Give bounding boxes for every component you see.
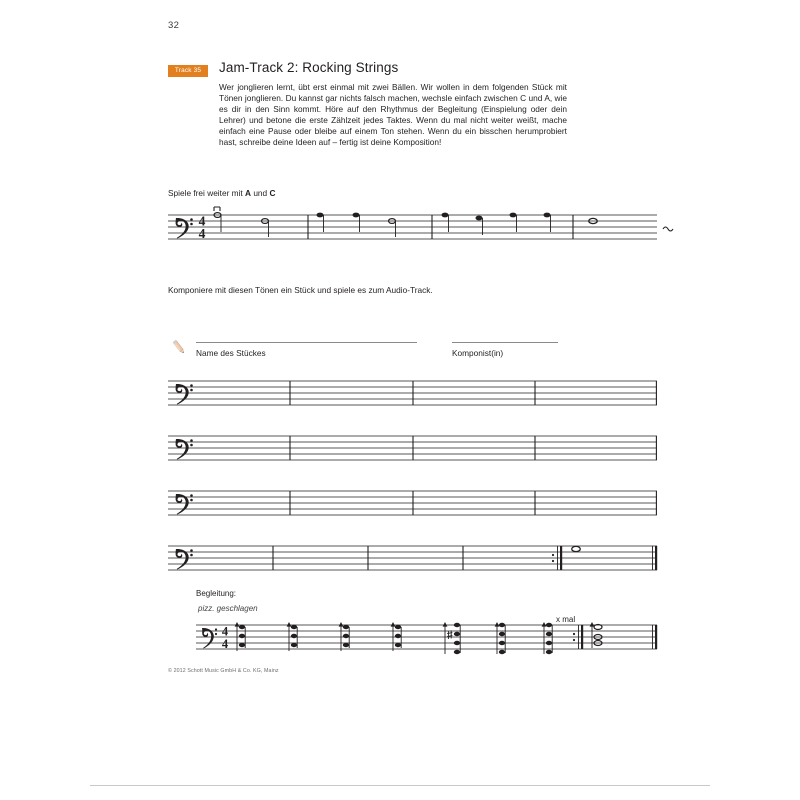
blank-staff-2 <box>168 433 657 461</box>
final-chord <box>590 622 602 648</box>
caption-play-freely-text: Spiele frei weiter mit A und C <box>168 188 276 198</box>
sharp-icon <box>447 630 452 639</box>
label-accompaniment: Begleitung: <box>196 589 237 598</box>
label-times: x mal <box>556 615 576 624</box>
blank-staff-4-with-ending <box>168 543 657 571</box>
note-group-measure-3 <box>442 213 551 235</box>
label-name-of-piece: Name des Stückes <box>196 348 266 358</box>
page-bottom-rule <box>90 785 710 786</box>
label-technique: pizz. geschlagen <box>198 604 258 613</box>
down-bow-icon <box>214 207 220 211</box>
svg-text:4: 4 <box>221 624 229 639</box>
chord-2 <box>287 622 298 651</box>
chord-4 <box>391 622 402 651</box>
blank-staff-1 <box>168 378 657 406</box>
pencil-icon <box>170 338 188 356</box>
track-badge: Track 35 <box>168 65 208 77</box>
composer-line[interactable] <box>452 342 558 343</box>
example-melody-staff <box>168 212 657 240</box>
caption-play-freely <box>168 188 275 198</box>
label-composer: Komponist(in) <box>452 348 504 358</box>
svg-text:4: 4 <box>198 213 206 229</box>
copyright-notice: © 2012 Schott Music GmbH & Co. KG, Mainz <box>168 668 279 674</box>
continuation-squiggle-icon <box>663 227 673 231</box>
svg-text:4: 4 <box>221 637 229 651</box>
caption-compose-instruction: Komponiere mit diesen Tönen ein Stück und spiele es zum Audio-Track. <box>168 285 433 295</box>
chord-1 <box>235 622 246 651</box>
svg-text:4: 4 <box>198 226 206 241</box>
intro-paragraph: Wer jonglieren lernt, übt erst einmal mit zwei Bällen. Wir wollen in dem folgenden Stück mit Tönen jonglieren. Du kannst gar nichts falsch machen, wechsle einfach zwischen C und A, wie es dir in den Sinn kommt. Höre auf den Rhythmus der Begleitung (Einspielung oder dein Lehrer) und betone die erste Zählzeit jedes Taktes. Wenn du mal nicht weiter weißt, mache einfach eine Pause oder bleibe auf einem Ton stehen. Wenn du ein bisschen herumprobiert hast, schreibe deine Ideen auf – fertig ist deine Komposition! <box>219 82 567 148</box>
accompaniment-staff <box>196 622 657 650</box>
name-of-piece-line[interactable] <box>196 342 417 343</box>
whole-note <box>572 546 581 551</box>
page-number: 32 <box>168 20 180 31</box>
time-signature-4-4 <box>199 214 206 242</box>
time-signature-4-4 <box>222 625 229 652</box>
page-title: Jam-Track 2: Rocking Strings <box>219 60 399 75</box>
blank-staff-3 <box>168 488 657 516</box>
chord-3 <box>339 622 350 651</box>
